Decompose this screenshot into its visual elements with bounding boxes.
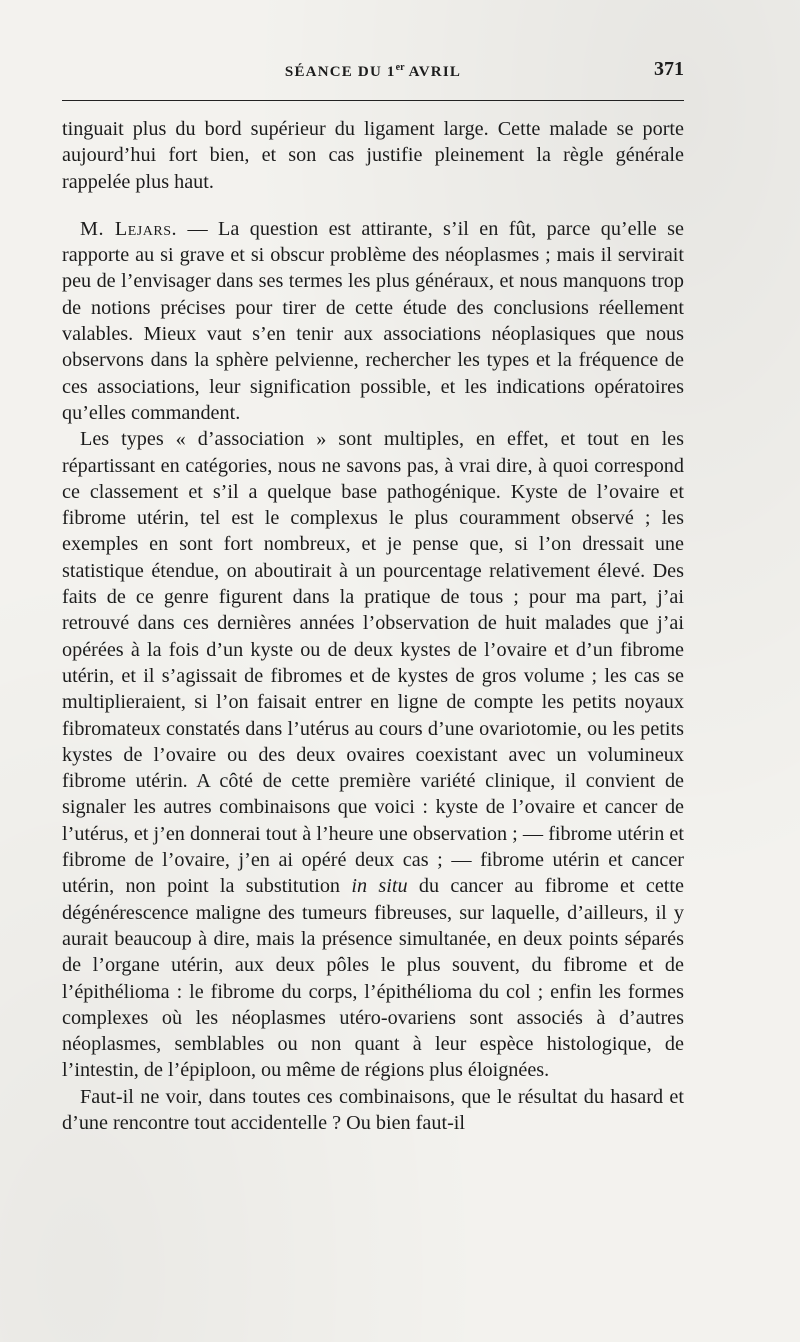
paragraph-association-text-a: Les types « d’association » sont multiples, en effet, et tout en les répartissant en catégories, nous ne savons pas, à vrai dire, à quoi correspond ce classement et s’il a quelque base pathogénique. Kyste de l’ovaire et fibrome utérin, tel est le complexus le plus couramment observé ; les exemples en sont fort nombreux, et je pense que, si l’on dressait une statistique étendue, on aboutirait à un pourcentage relativement élevé. Des faits de ce genre figurent dans la pratique de tous ; pour ma part, j’ai retrouvé dans ces dernières années l’observation de huit malades que j’ai opérées à la fois d’un kyste ou de deux kystes de l’ovaire et d’un fibrome utérin, et il s’agissait de fibromes et de kystes de gros volume ; les cas se multiplieraient, si l’on faisait entrer en ligne de compte les petits noyaux fibromateux constatés dans l’utérus au cours d’une ovariotomie, ou les petits kystes de l’ovaire ou des deux ovaires coexistant avec un volumineux fibrome utérin. A côté de cette première variété clinique, il convient de signaler les autres combinaisons que voici : kyste de l’ovaire et cancer de l’utérus, et j’en donnerai tout à l’heure une observation ; — fibrome utérin et fibrome de l’ovaire, j’en ai opéré deux cas ; — fibrome utérin et cancer utérin, non point la substitution: [62, 428, 684, 898]
italic-in-situ: in situ: [351, 875, 408, 898]
running-title-main: SÉANCE DU 1: [284, 64, 396, 80]
paragraph-lejars: [62, 216, 684, 426]
paragraph-association-types: [62, 426, 684, 1083]
speaker-name: M. Lejars.: [80, 217, 178, 240]
body-text: [62, 116, 684, 1136]
page-number: 371: [654, 58, 684, 80]
paragraph-continued: tinguait plus du bord supérieur du ligament large. Cette malade se porte aujourd’hui fort bien, et son cas justifie pleinement la règle générale rappelée plus haut.: [62, 118, 684, 193]
paragraph-lejars-text: — La question est attirante, s’il en fût, parce qu’elle se rapporte au si grave et si obscur problème des néoplasmes ; mais il servirait peu de l’envisager dans ses termes les plus généraux, et nous manquons trop de notions précises pour tirer de cette étude des conclusions réellement valables. Mieux vaut s’en tenir aux associations néoplasiques que nous observons dans la sphère pelvienne, rechercher les types et la fréquence de ces associations, leur signification possible, et les indications opératoires qu’elles commandent.: [62, 217, 685, 424]
running-title: [62, 62, 684, 81]
page-header: [62, 58, 684, 88]
header-rule: [62, 100, 684, 101]
paragraph-association-text-b: du cancer au fibrome et cette dégénérescence maligne des tumeurs fibreuses, sur laquelle, d’ailleurs, il y aurait beaucoup à dire, mais la présence simultanée, en deux points séparés de l’organe utérin, aux deux pôles le plus souvent, du fibrome et de l’épithélioma : le fibrome du corps, l’épithélioma du col ; enfin les formes complexes où les néoplasmes utéro-ovariens sont associés à d’autres néoplasmes, semblables ou non quant à leur espèce histologique, de l’intestin, de l’épiploon, ou même de régions plus éloignées.: [62, 875, 684, 1082]
paragraph-question: Faut-il ne voir, dans toutes ces combinaisons, que le résultat du hasard et d’une rencontre tout accidentelle ? Ou bien faut-il: [62, 1085, 684, 1134]
running-title-end: AVRIL: [404, 64, 462, 80]
running-title-superscript: er: [395, 62, 405, 73]
